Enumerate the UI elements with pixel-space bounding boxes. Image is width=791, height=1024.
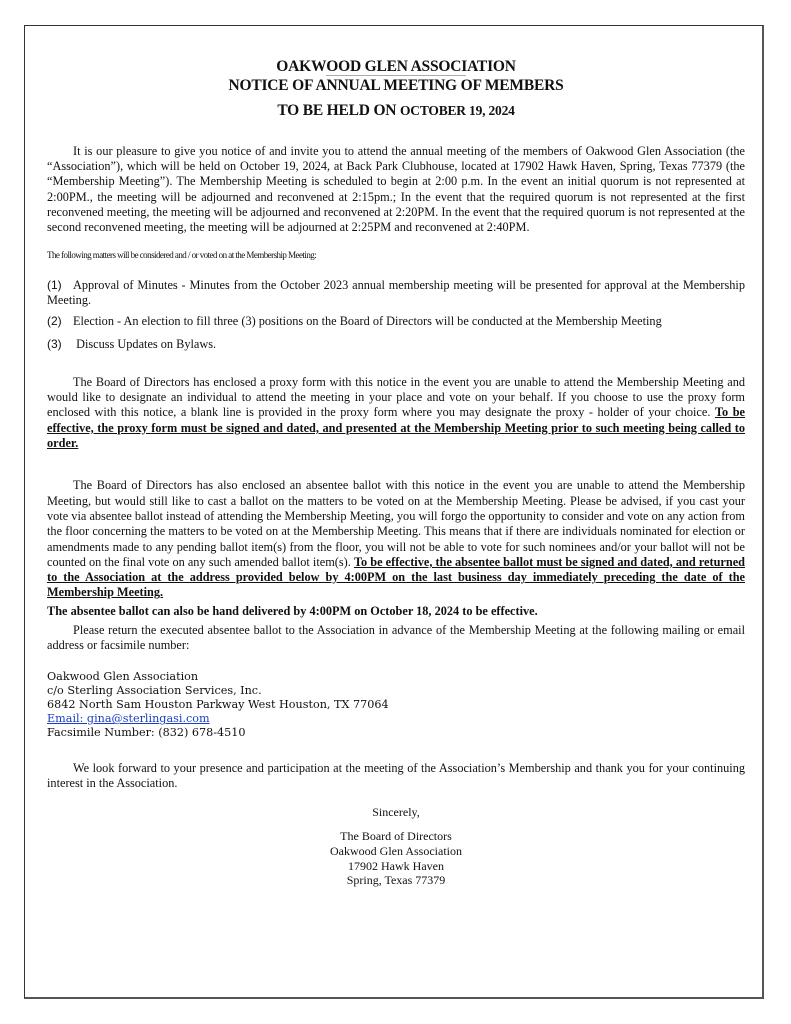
absentee-paragraph: [47, 478, 745, 600]
address-line-2: c/o Sterling Association Services, Inc.: [47, 683, 262, 697]
email-link[interactable]: Email: gina@sterlingasi.com: [47, 712, 210, 726]
notice-document: [47, 56, 745, 888]
proxy-emphasis: To be effective, the proxy form must be signed and dated, and presented at the Membership Meeting prior to such meeting being called to order.: [47, 405, 745, 451]
hand-delivery-note: The absentee ballot can also be hand delivered by 4:00PM on October 18, 2024 to be effective.: [47, 603, 538, 618]
association-name-heading: OAKWOOD GLEN ASSOCIATION: [276, 58, 516, 75]
agenda-item-text: Election - An election to fill three (3) positions on the Board of Directors will be conducted at the Membership Meeting: [73, 314, 662, 329]
meeting-date: OCTOBER 19, 2024: [399, 102, 515, 118]
absentee-emphasis: To be effective, the absentee ballot must be signed and dated, and returned to the Association at the address provided below by 4:00PM on the last business day immediately preceding the date of the Membership Meeting.: [47, 554, 746, 600]
fax-number: Facsimile Number: (832) 678-4510: [47, 726, 246, 740]
meeting-date-heading: [47, 103, 745, 118]
signature-line-4: Spring, Texas 77379: [346, 873, 446, 888]
signature-line-1: The Board of Directors: [340, 829, 452, 844]
return-instructions: Please return the executed absentee ballot to the Association in advance of the Membership Meeting at the following mailing or email address or facsimile number:: [47, 623, 745, 653]
notice-title-heading: NOTICE OF ANNUAL MEETING OF MEMBERS: [228, 77, 564, 95]
signature-block: [47, 805, 745, 888]
title-divider: [326, 75, 466, 76]
agenda-item-text: Approval of Minutes - Minutes from the October 2023 annual membership meeting will be presented for approval at the Membership Meeting.: [47, 277, 745, 307]
absentee-text: The Board of Directors has also enclosed an absentee ballot with this notice in the event you are unable to attend the Membership Meeting, but would still like to cast a ballot on the matters to be voted on at the Membership Meeting. Please be advised, if you cast your vote via absentee ballot instead of attending the Membership Meeting, you will forgo the opportunity to consider and vote on any action from the floor concerning the matters to be voted on at the Membership Meeting. This means that if there are individuals nominated for election or amendments made to any pending ballot item(s) from the floor, you will not be able to vote for such nominees and/or your ballot will not be counted on the final vote on any such amended ballot item(s).: [47, 478, 745, 569]
proxy-paragraph: [47, 375, 745, 451]
agenda-item-1: [47, 278, 745, 309]
agenda-item-number: (2): [47, 314, 62, 329]
address-line-3: 6842 North Sam Houston Parkway West Houston, TX 77064: [47, 698, 389, 712]
mailing-address-block: [47, 670, 745, 741]
address-line-1: Oakwood Glen Association: [47, 669, 199, 683]
matters-lead-text: The following matters will be considered and / or voted on at the Membership Meeting:: [47, 249, 317, 260]
closing-paragraph: We look forward to your presence and participation at the meeting of the Association’s Membership and thank you for your continuing interest in the Association.: [47, 760, 745, 790]
date-prefix: TO BE HELD ON: [277, 101, 400, 119]
proxy-text: The Board of Directors has enclosed a proxy form with this notice in the event you are unable to attend the Membership Meeting and would like to designate an individual to attend the meeting in your place and vote on your behalf. If you choose to use the proxy form enclosed with this notice, a blank line is provided in the proxy form where you may designate the proxy - holder of your choice.: [47, 374, 745, 420]
agenda-item-number: (1): [47, 277, 62, 292]
signature-line-2: Oakwood Glen Association: [330, 844, 462, 859]
intro-paragraph: It is our pleasure to give you notice of and invite you to attend the annual meeting of the members of Oakwood Glen Association (the “Association”), which will be held on October 19, 2024, at Back Park Clubhouse, located at 17902 Hawk Haven, Spring, Texas 77379 (the “Membership Meeting”). The Membership Meeting is scheduled to begin at 2:00 p.m. In the event an initial quorum is not represented at 2:00PM., the meeting will be adjourned and reconvened at 2:15pm.; In the event that the required quorum is not represented at the first reconvened meeting, the meeting will be adjourned and reconvened at 2:20PM. In the event that the required quorum is not represented at the second reconvened meeting, the meeting will be adjourned at 2:25PM and reconvened at 2:40PM.: [47, 143, 745, 235]
document-page: [24, 25, 764, 999]
salutation: Sincerely,: [372, 805, 420, 820]
agenda-item-text: Discuss Updates on Bylaws.: [73, 336, 217, 351]
signature-line-3: 17902 Hawk Haven: [348, 858, 444, 873]
agenda-item-3: [47, 337, 745, 352]
agenda-item-2: [47, 314, 745, 329]
agenda-item-number: (3): [47, 336, 62, 351]
